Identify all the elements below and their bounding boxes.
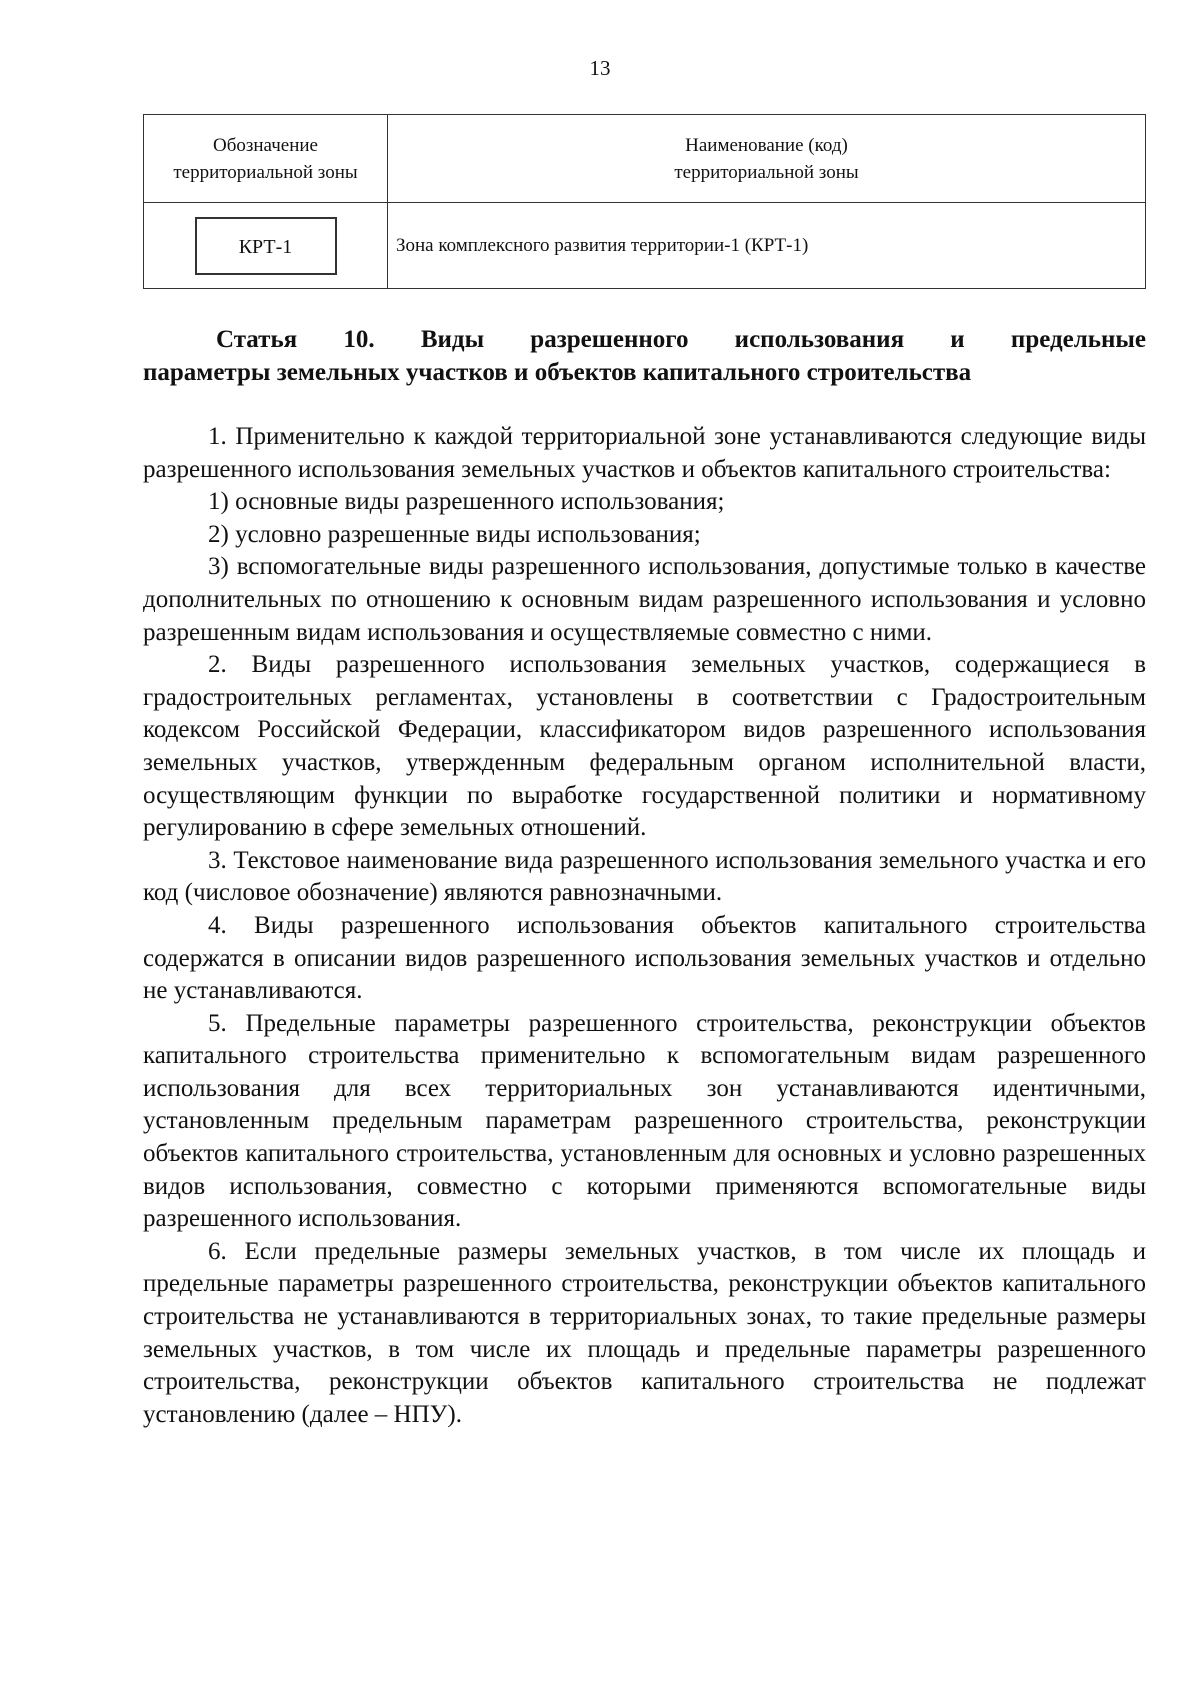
zone-code-cell: [144, 203, 388, 289]
table-header-row: [144, 115, 1146, 203]
paragraph-1-item-2: 2) условно разрешенные виды использования;: [208, 520, 701, 548]
header-zone-name: [388, 115, 1146, 203]
zone-code-badge: КРТ-1: [195, 217, 337, 275]
header-zone-code-text: Обозначение территориальной зоны: [173, 134, 358, 183]
page-number: 13: [589, 56, 611, 80]
header-zone-code: [144, 115, 388, 203]
paragraph-1-item-3: 3) вспомогательные виды разрешенного использования, допустимые только в качестве дополнительных по отношению к основным видам разрешенного использования и условно разрешенным видам использования и осуществляемые совместно с ними.: [143, 553, 1146, 646]
zone-name-cell: Зона комплексного развития территории-1 (КРТ-1): [388, 203, 1146, 289]
header-zone-name-line2: территориальной зоны: [674, 161, 859, 183]
paragraph-2: 2. Виды разрешенного использования земельных участков, содержащиеся в градостроительных регламентах, установлены в соответствии с Градостроительным кодексом Российской Федерации, классификатором видов разрешенного использования земельных участков, утвержденным федеральным органом исполнительной власти, осуществляющим функции по выработке государственной политики и нормативному регулированию в сфере земельных отношений.: [143, 651, 1146, 842]
paragraph-3: 3. Текстовое наименование вида разрешенного использования земельного участка и его код (числовое обозначение) являются равнозначными.: [143, 846, 1146, 907]
header-zone-name-line1: Наименование (код): [685, 134, 848, 156]
paragraph-6: 6. Если предельные размеры земельных участков, в том числе их площадь и предельные параметры разрешенного строительства, реконструкции объектов капитального строительства не устанавливаются в территориальных зонах, то такие предельные размеры земельных участков, в том числе их площадь и предельные параметры разрешенного строительства, реконструкции объектов капитального строительства не подлежат установлению (далее – НПУ).: [143, 1237, 1146, 1428]
paragraph-1-item-1: 1) основные виды разрешенного использования;: [208, 488, 725, 516]
article-title: [143, 323, 1146, 389]
paragraph-1: 1. Применительно к каждой территориальной зоне устанавливаются следующие виды разрешенного использования земельных участков и объектов капитального строительства:: [143, 423, 1146, 483]
article-body: [143, 421, 1146, 1431]
article-title-line1: Статья 10. Виды разрешенного использования и предельные: [216, 326, 1146, 353]
paragraph-4: 4. Виды разрешенного использования объектов капитального строительства содержатся в описании видов разрешенного использования земельных участков и отдельно не устанавливаются.: [143, 911, 1146, 1005]
paragraph-5: 5. Предельные параметры разрешенного строительства, реконструкции объектов капитального строительства применительно к вспомогательным видам разрешенного использования для всех территориальных зон устанавливаются идентичными, установленным предельным параметрам разрешенного строительства, реконструкции объектов капитального строительства, установленным для основных и условно разрешенных видов использования, совместно с которыми применяются вспомогательные виды разрешенного использования.: [143, 1009, 1146, 1233]
table-row: [144, 203, 1146, 289]
article-title-line2: параметры земельных участков и объектов капитального строительства: [143, 359, 972, 386]
zone-table: [143, 114, 1146, 289]
